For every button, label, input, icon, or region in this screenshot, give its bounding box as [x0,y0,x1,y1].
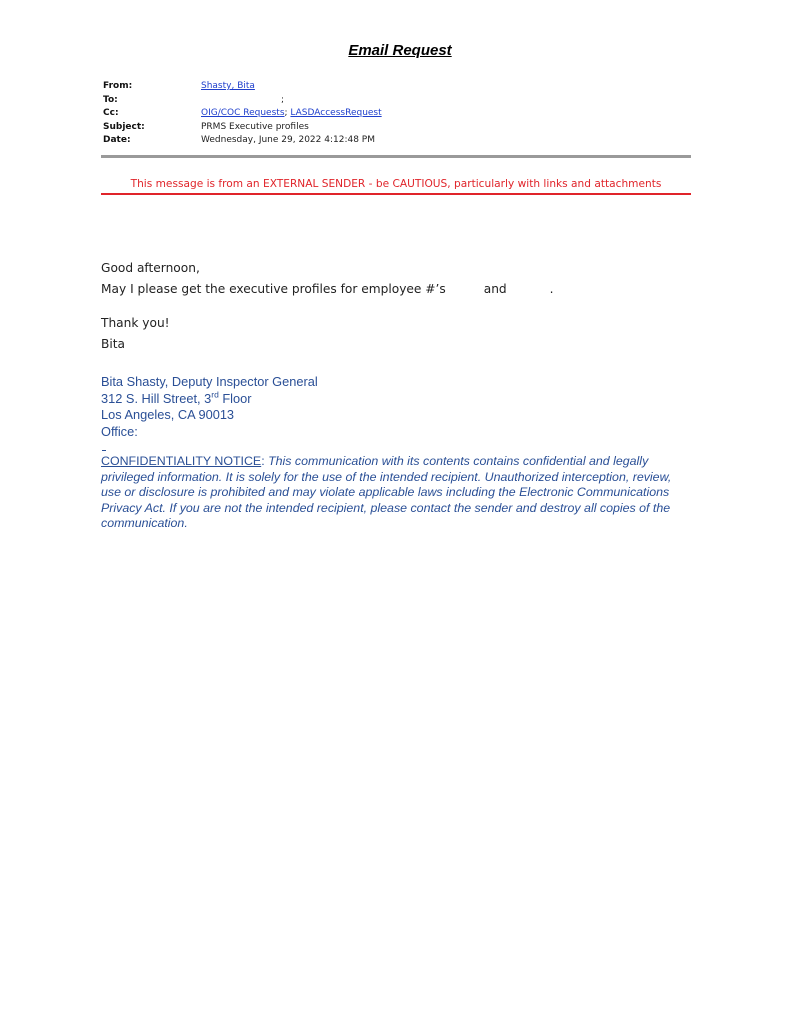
date-value: Wednesday, June 29, 2022 4:12:48 PM [201,135,375,146]
to-value: ; [281,94,285,105]
dash-mark [102,450,106,451]
from-link[interactable]: Shasty, Bita [201,81,255,91]
header-divider [101,155,691,158]
confidentiality-notice [101,454,691,532]
request-end: . [549,281,554,296]
confidentiality-label: CONFIDENTIALITY NOTICE [101,454,262,468]
request-line [101,279,554,300]
street-text: 312 S. Hill Street, 3 [101,390,212,406]
sender-name: Bita [101,336,125,351]
to-row [103,94,382,108]
cc-row [103,107,382,121]
email-signature [101,374,318,440]
signature-name-title: Bita Shasty, Deputy Inspector General [101,374,318,389]
cc-link-oig-coc-requests[interactable]: OIG/COC Requests [201,108,285,119]
signature-street [101,391,318,408]
document-title: Email Request [348,42,452,59]
subject-label: Subject: [103,121,145,132]
signature-office: Office: [101,423,138,439]
spacer [101,299,554,313]
confidentiality-text: This communication with its contents contains confidential and legally privileged information. It is solely for the use of the intended recipient. Unauthorized interception, review, use or disclosure is prohibited and may violate applicable laws including the Electronic Communications Privacy Act. If you are not the intended recipient, please contact the sender and destroy all copies of the communication. [101,454,672,531]
confidentiality-colon: : [261,454,265,468]
email-header [103,80,382,148]
subject-row [103,121,382,135]
subject-value: PRMS Executive profiles [201,121,309,132]
date-label: Date: [103,135,131,146]
greeting: Good afternoon, [101,261,200,275]
cc-value [201,107,382,121]
cc-separator: ; [284,108,291,119]
external-sender-warning: This message is from an EXTERNAL SENDER - be CAUTIOUS, particularly with links and attachments [130,178,662,190]
request-text: May I please get the executive profiles for employee #’s [101,281,446,296]
cc-label: Cc: [103,108,119,119]
from-label: From: [103,81,133,91]
thanks: Thank you! [101,316,170,330]
warning-underline [101,193,691,195]
floor-text: Floor [218,390,252,406]
from-row [103,80,382,94]
date-row [103,134,382,148]
to-label: To: [103,94,118,105]
floor-ordinal: rd [211,389,219,400]
cc-link-lasd-access-request[interactable]: LASDAccessRequest [290,108,382,119]
request-and: and [483,281,507,296]
signature-city: Los Angeles, CA 90013 [101,407,235,422]
email-body [101,258,554,354]
